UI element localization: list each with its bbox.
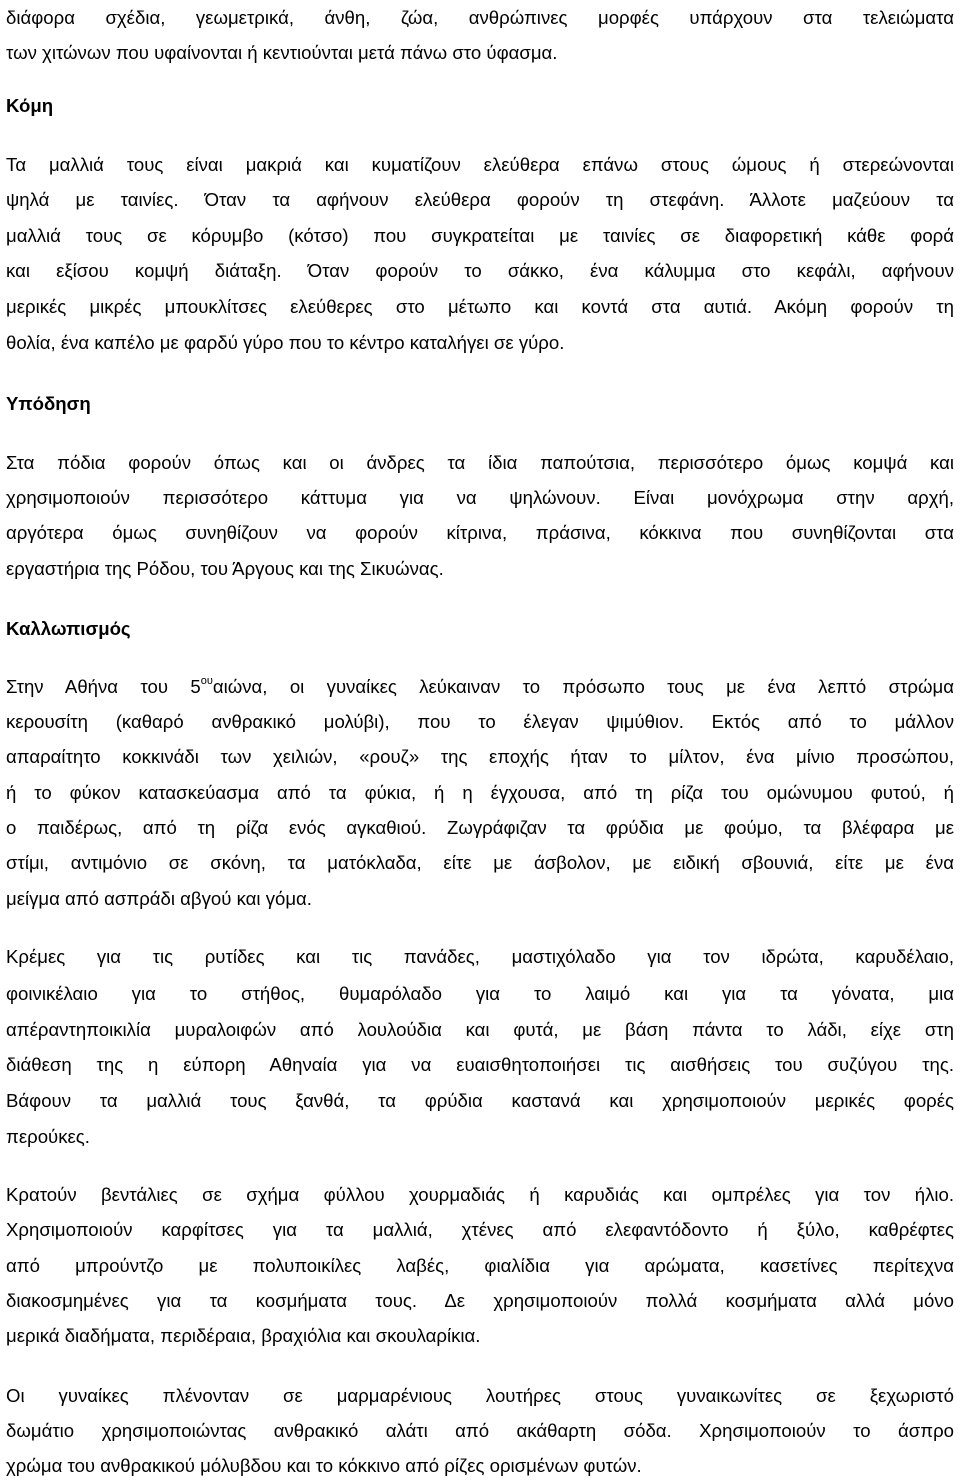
text-line: χρησιμοποιούν περισσότερο κάττυμα για να ψηλώνουν. Είναι μονόχρωμα στην αρχή, bbox=[6, 487, 954, 508]
text-line: και εξίσου κομψή διάταξη. Όταν φορούν το σάκκο, ένα κάλυμμα στο κεφάλι, αφήνουν bbox=[6, 260, 954, 281]
text-line: ψηλά με ταινίες. Όταν τα αφήνουν ελεύθερα φορούν τη στεφάνη. Άλλοτε μαζεύουν τα bbox=[6, 189, 954, 210]
text-line: αργότερα όμως συνηθίζουν να φορούν κίτρινα, πράσινα, κόκκινα που συνηθίζονται στα bbox=[6, 522, 954, 543]
text-line: διακοσμημένες για τα κοσμήματα τους. Δε χρησιμοποιούν πολλά κοσμήματα αλλά μόνο bbox=[6, 1290, 954, 1311]
text-segment: αιώνα, οι γυναίκες λεύκαιναν το πρόσωπο τους με ένα λεπτό στρώμα bbox=[212, 676, 954, 697]
text-line: Χρησιμοποιούν καρφίτσες για τα μαλλιά, χτένες από ελεφαντόδοντο ή ξύλο, καθρέφτες bbox=[6, 1219, 954, 1240]
text-line: μαλλιά τους σε κόρυμβο (κότσο) που συγκρατείται με ταινίες σε διαφορετική κάθε φορά bbox=[6, 225, 954, 246]
text-line: δωμάτιο χρησιμοποιώντας ανθρακικό αλάτι από ακάθαρτη σόδα. Χρησιμοποιούν το άσπρο bbox=[6, 1420, 954, 1441]
text-line: απέραντηποικιλία μυραλοιφών από λουλούδια και φυτά, με βάση πάντα το λάδι, είχε στη bbox=[6, 1019, 954, 1040]
text-line: κερουσίτη (καθαρό ανθρακικό μολύβι), που το έλεγαν ψιμύθιον. Εκτός από το μάλλον bbox=[6, 711, 954, 732]
text-line: ή το φύκον κατασκεύασμα από τα φύκια, ή η έγχουσα, από τη ρίζα του ομώνυμου φυτού, ή bbox=[6, 782, 954, 803]
text-line: Κρέμες για τις ρυτίδες και τις πανάδες, μαστιχόλαδο για τον ιδρώτα, καρυδέλαιο, bbox=[6, 946, 954, 967]
text-line: θολία, ένα καπέλο με φαρδύ γύρο που το κέντρο καταλήγει σε γύρο. bbox=[6, 332, 565, 353]
text-line: Βάφουν τα μαλλιά τους ξανθά, τα φρύδια καστανά και χρησιμοποιούν μερικές φορές bbox=[6, 1090, 954, 1111]
text-line: περούκες. bbox=[6, 1126, 90, 1147]
superscript: ου bbox=[200, 674, 213, 687]
text-line: διάφορα σχέδια, γεωμετρικά, άνθη, ζώα, ανθρώπινες μορφές υπάρχουν στα τελειώματα bbox=[6, 7, 954, 28]
section-heading-ypodisi: Υπόδηση bbox=[6, 393, 91, 414]
text-line: στίμι, αντιμόνιο σε σκόνη, τα ματόκλαδα, είτε με άσβολον, με ειδική σβουνιά, είτε με ένα bbox=[6, 852, 954, 873]
text-line: Τα μαλλιά τους είναι μακριά και κυματίζουν ελεύθερα επάνω στους ώμους ή στερεώνονται bbox=[6, 154, 954, 175]
text-line: των χιτώνων που υφαίνονται ή κεντιούνται μετά πάνω στο ύφασμα. bbox=[6, 42, 558, 63]
text-line-with-superscript bbox=[6, 675, 954, 699]
text-line: Στα πόδια φορούν όπως και οι άνδρες τα ίδια παπούτσια, περισσότερο όμως κομψά και bbox=[6, 452, 954, 473]
text-line: εργαστήρια της Ρόδου, του Άργους και της Σικυώνας. bbox=[6, 558, 444, 579]
section-heading-kallopismos: Καλλωπισμός bbox=[6, 618, 131, 639]
text-line: χρώμα του ανθρακικού μόλυβδου και το κόκκινο από ρίζες ορισμένων φυτών. bbox=[6, 1455, 642, 1476]
text-line: διάθεση της η εύπορη Αθηναία για να ευαισθητοποιήσει τις αισθήσεις του συζύγου της. bbox=[6, 1054, 954, 1075]
text-line: μερικά διαδήματα, περιδέραια, βραχιόλια και σκουλαρίκια. bbox=[6, 1325, 481, 1346]
section-heading-kome: Κόμη bbox=[6, 95, 54, 116]
text-line: Κρατούν βεντάλιες σε σχήμα φύλλου χουρμαδιάς ή καρυδιάς και ομπρέλες για τον ήλιο. bbox=[6, 1184, 954, 1205]
text-line: από μπρούντζο με πολυποικίλες λαβές, φιαλίδια για αρώματα, κασετίνες περίτεχνα bbox=[6, 1255, 954, 1276]
text-segment: Στην Αθήνα του 5 bbox=[6, 676, 201, 697]
text-line: ο παιδέρως, από τη ρίζα ενός αγκαθιού. Ζωγράφιζαν τα φρύδια με φούμο, τα βλέφαρα με bbox=[6, 817, 954, 838]
text-line: μερικές μικρές μπουκλίτσες ελεύθερες στο μέτωπο και κοντά στα αυτιά. Ακόμη φορούν τη bbox=[6, 296, 954, 317]
text-line: φοινικέλαιο για το στήθος, θυμαρόλαδο για το λαιμό και για τα γόνατα, μια bbox=[6, 983, 954, 1004]
text-line: μείγμα από ασπράδι αβγού και γόμα. bbox=[6, 888, 312, 909]
text-line: απαραίτητο κοκκινάδι των χειλιών, «ρουζ» της εποχής ήταν το μίλτον, ένα μίνιο προσώπου, bbox=[6, 746, 954, 767]
text-line: Οι γυναίκες πλένονταν σε μαρμαρένιους λουτήρες στους γυναικωνίτες σε ξεχωριστό bbox=[6, 1385, 954, 1406]
